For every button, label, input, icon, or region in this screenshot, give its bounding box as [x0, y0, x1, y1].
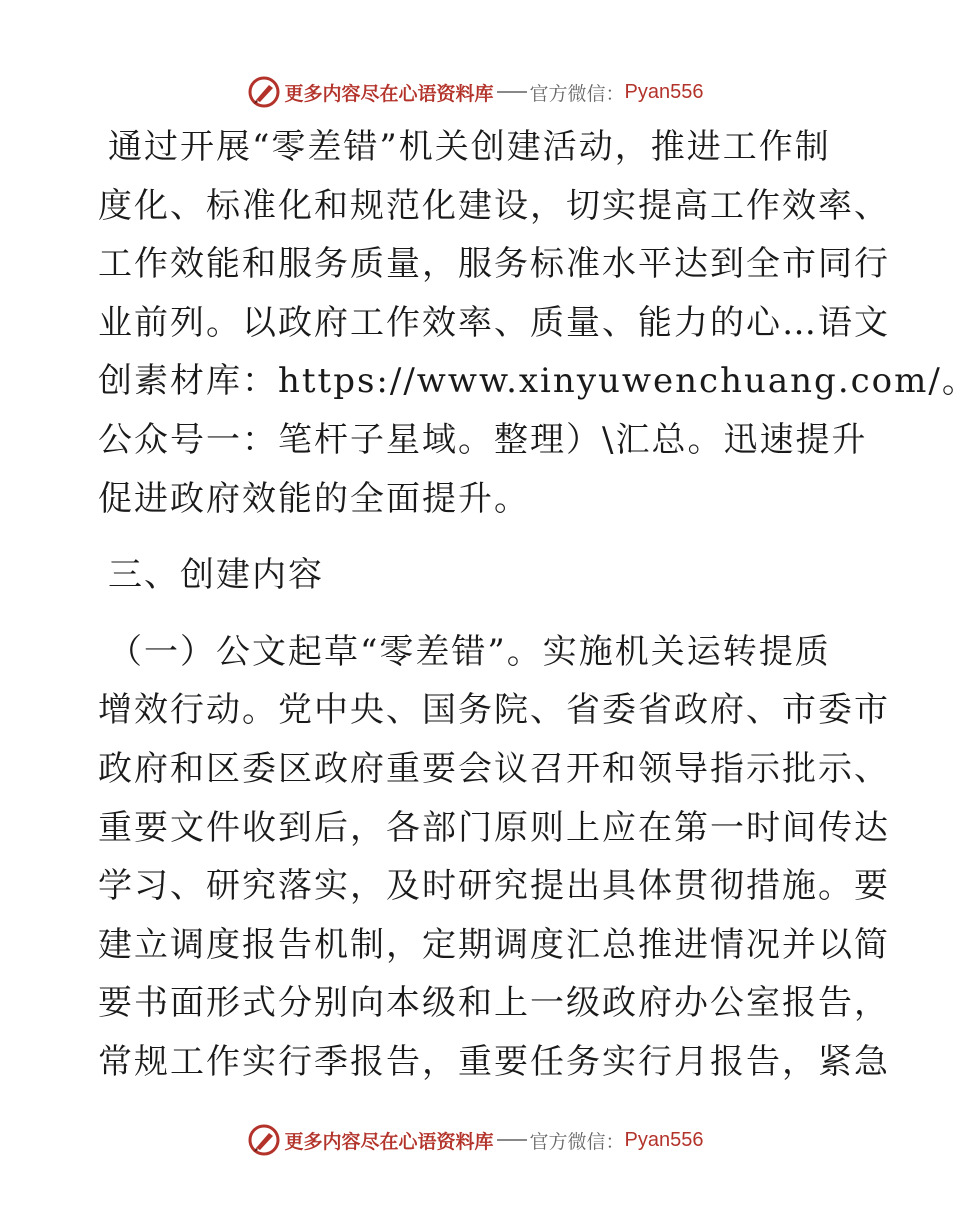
wechat-label: 官方微信：	[529, 1130, 625, 1153]
text-line: 工作效能和服务质量，服务标准水平达到全市同行	[98, 244, 890, 285]
text-line: 建立调度报告机制，定期调度汇总推进情况并以简	[98, 924, 890, 965]
wechat-label: 官方微信：	[529, 82, 625, 105]
text-line: 业前列。以政府工作效率、质量、能力的心…语文	[98, 302, 890, 343]
text-line: 要书面形式分别向本级和上一级政府办公室报告，	[98, 983, 890, 1024]
document-body	[98, 118, 978, 1092]
text-line: 增效行动。党中央、国务院、省委省政府、市委市	[98, 690, 890, 731]
text-line: 度化、标准化和规范化建设，切实提高工作效率、	[98, 185, 890, 226]
text-line: 通过开展“零差错”机关创建活动，推进工作制	[108, 127, 831, 167]
text-line: 促进政府效能的全面提升。	[98, 478, 530, 519]
section-heading	[98, 546, 858, 605]
header-banner	[0, 72, 950, 112]
brand-text: 更多内容尽在心语资料库	[284, 1130, 494, 1153]
brand-text: 更多内容尽在心语资料库	[284, 82, 494, 105]
paragraph-content	[98, 623, 890, 1092]
wechat-id: Pyan556	[624, 1128, 704, 1151]
paragraph-intro	[98, 118, 978, 528]
text-line: 学习、研究落实，及时研究提出具体贯彻措施。要	[98, 866, 890, 907]
text-line: 创素材库：https://www.xinyuwenchuang.com/。	[98, 361, 978, 402]
banner-dash	[497, 1139, 527, 1141]
heading-line: 三、创建内容	[108, 555, 324, 596]
pen-logo-icon	[247, 1123, 281, 1157]
pen-logo-icon	[247, 75, 281, 109]
banner-dash	[497, 91, 527, 93]
wechat-id: Pyan556	[624, 80, 704, 103]
text-line: 政府和区委区政府重要会议召开和领导指示批示、	[98, 748, 890, 789]
footer-banner	[0, 1120, 950, 1160]
text-line: 常规工作实行季报告，重要任务实行月报告，紧急	[98, 1041, 890, 1082]
text-line: 公众号一：笔杆子星域。整理）\汇总。迅速提升	[98, 419, 868, 460]
text-line: （一）公文起草“零差错”。实施机关运转提质	[108, 631, 831, 672]
text-line: 重要文件收到后，各部门原则上应在第一时间传达	[98, 807, 890, 848]
